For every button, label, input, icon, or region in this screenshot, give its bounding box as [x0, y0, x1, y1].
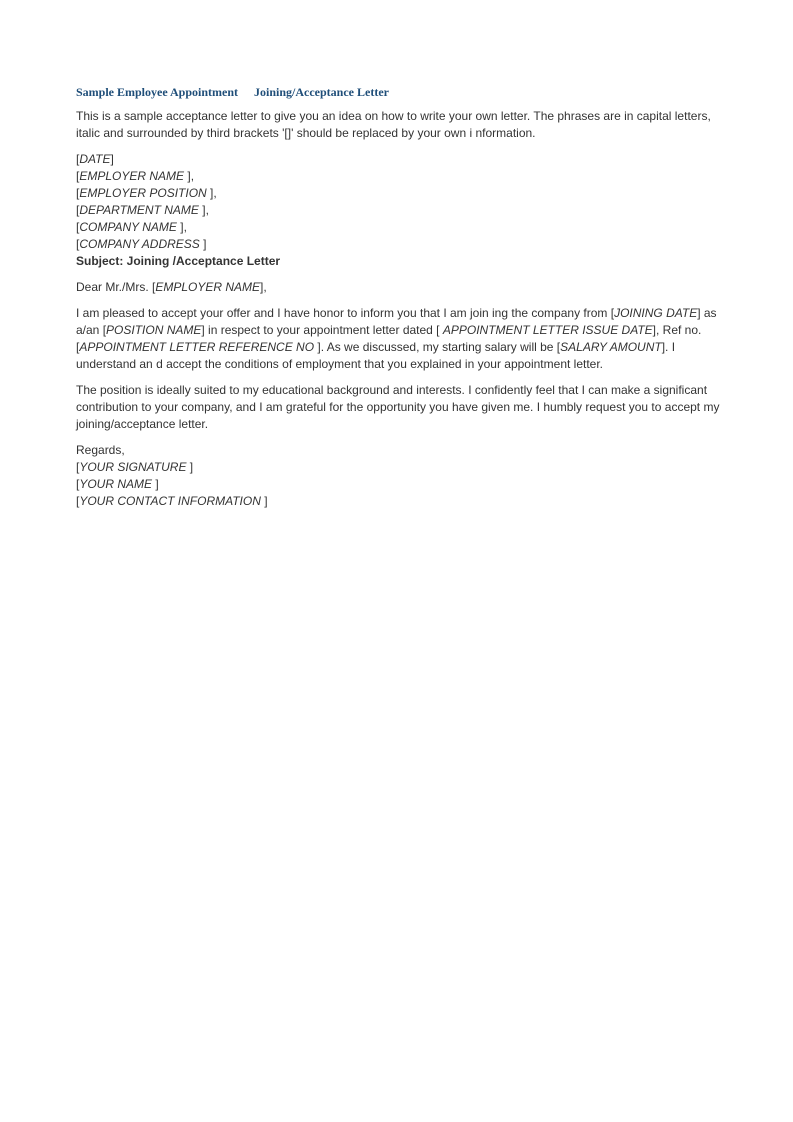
- name-placeholder: YOUR NAME: [79, 477, 153, 491]
- signature-line: [YOUR SIGNATURE ]: [76, 460, 194, 474]
- closing-block: [76, 442, 726, 510]
- salutation-suffix: ],: [260, 280, 267, 294]
- company-address-line: [COMPANY ADDRESS ]: [76, 237, 207, 251]
- company-name-line: [COMPANY NAME ],: [76, 220, 187, 234]
- recipient-address-block: [76, 151, 726, 270]
- signature-placeholder: YOUR SIGNATURE: [79, 460, 187, 474]
- issue-date-placeholder: APPOINTMENT LETTER ISSUE DATE: [442, 323, 653, 337]
- para1-text-1: I am pleased to accept your offer and I have honor to inform you that I am join ing the company from [: [76, 306, 615, 320]
- salutation-prefix: Dear Mr./Mrs. [: [76, 280, 156, 294]
- date-placeholder: DATE: [79, 152, 111, 166]
- document-title: [76, 84, 726, 100]
- company-name-placeholder: COMPANY NAME: [79, 220, 177, 234]
- para1-text-4: ], Ref no. [: [76, 323, 702, 354]
- intro-paragraph: This is a sample acceptance letter to give you an idea on how to write your own letter. The phrases are in capital letters, italic and surrounded by third brackets '[]' should be replaced by your own i nformation.: [76, 109, 711, 140]
- employer-position-placeholder: EMPLOYER POSITION: [79, 186, 207, 200]
- date-line: [DATE]: [76, 152, 114, 166]
- para1-text-5: ]. As we discussed, my starting salary will be [: [314, 340, 561, 354]
- company-address-placeholder: COMPANY ADDRESS: [79, 237, 200, 251]
- salutation: [76, 279, 726, 296]
- title-part-2: Joining/Acceptance Letter: [254, 85, 389, 99]
- para1-text-2: ] as a/an [: [76, 306, 717, 337]
- acceptance-paragraph: [76, 305, 726, 373]
- subject-line: Subject: Joining /Acceptance Letter: [76, 254, 281, 268]
- salutation-name-placeholder: EMPLOYER NAME: [155, 280, 261, 294]
- name-line: [YOUR NAME ]: [76, 477, 159, 491]
- department-name-line: [DEPARTMENT NAME ],: [76, 203, 209, 217]
- contact-placeholder: YOUR CONTACT INFORMATION: [79, 494, 261, 508]
- employer-name-line: [EMPLOYER NAME ],: [76, 169, 195, 183]
- regards-line: Regards,: [76, 443, 125, 457]
- position-paragraph: The position is ideally suited to my educational background and interests. I confidently feel that I can make a significant contribution to your company, and I am grateful for the opportunity you have given me. I humbly request you to accept my joining/acceptance letter.: [76, 383, 720, 431]
- title-part-1: Sample Employee Appointment: [76, 85, 239, 99]
- position-name-placeholder: POSITION NAME: [106, 323, 202, 337]
- department-name-placeholder: DEPARTMENT NAME: [79, 203, 199, 217]
- contact-line: [YOUR CONTACT INFORMATION ]: [76, 494, 268, 508]
- reference-no-placeholder: APPOINTMENT LETTER REFERENCE NO: [79, 340, 315, 354]
- salary-amount-placeholder: SALARY AMOUNT: [560, 340, 662, 354]
- letter-body: [76, 84, 726, 510]
- employer-position-line: [EMPLOYER POSITION ],: [76, 186, 217, 200]
- joining-date-placeholder: JOINING DATE: [614, 306, 698, 320]
- employer-name-placeholder: EMPLOYER NAME: [79, 169, 185, 183]
- para1-text-3: ] in respect to your appointment letter dated [: [201, 323, 443, 337]
- para1-text-6: ]. I understand an d accept the conditions of employment that you explained in your appointment letter.: [76, 340, 676, 371]
